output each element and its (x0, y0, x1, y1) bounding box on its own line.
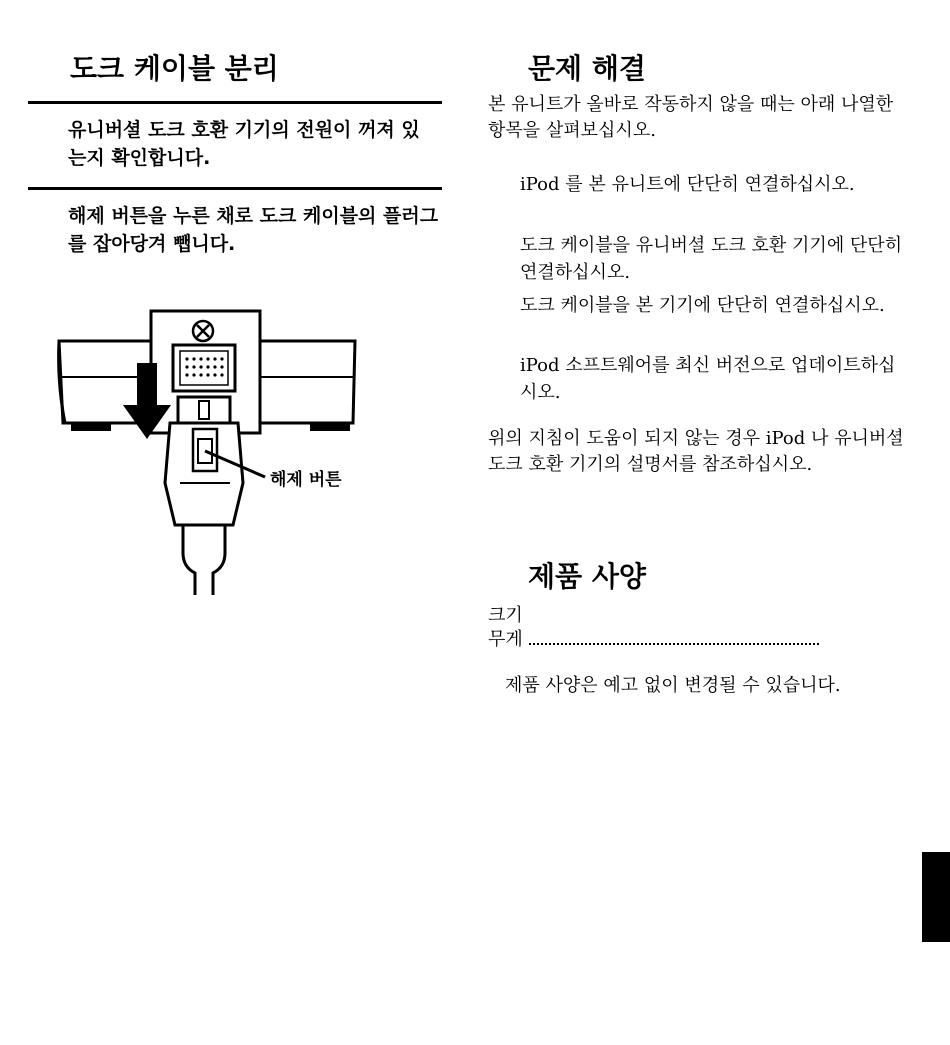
step-1-text: 유니버셜 도크 호환 기기의 전원이 꺼져 있는지 확인합니다. (68, 119, 420, 169)
troubleshooting-intro: 본 유니트가 올바로 작동하지 않을 때는 아래 나열한 항목을 살펴보십시오. (488, 94, 894, 141)
spec-weight-label: 무게 (488, 629, 523, 650)
troubleshooting-item: iPod 를 본 유니트에 단단히 연결하십시오. (520, 174, 855, 195)
troubleshooting-item: 도크 케이블을 본 기기에 단단히 연결하십시오. (520, 295, 885, 316)
section-title-dock-cable-removal: 도크 케이블 분리 (70, 52, 279, 85)
troubleshooting-item: iPod 소프트웨어를 최신 버전으로 업데이트하십시오. (520, 355, 896, 403)
dock-cable-removal-illustration (55, 305, 375, 595)
divider (28, 187, 442, 190)
page-edge-tab (922, 852, 950, 942)
section-title-specs: 제품 사양 (528, 560, 646, 593)
troubleshooting-item: 도크 케이블을 유니버셜 도크 호환 기기에 단단히 연결하십시오. (520, 235, 903, 283)
step-2-text: 해제 버튼을 누른 채로 도크 케이블의 플러그를 잡아당겨 뺍니다. (68, 205, 439, 255)
release-button-callout: 해제 버튼 (270, 470, 342, 490)
spec-weight-row (488, 629, 819, 651)
troubleshooting-outro: 위의 지침이 도움이 되지 않는 경우 iPod 나 유니버셜 도크 호환 기기의 설명서를 참조하십시오. (488, 428, 904, 475)
spec-size-label: 크기 (488, 605, 523, 626)
spec-note: 제품 사양은 예고 없이 변경될 수 있습니다. (505, 675, 841, 696)
section-title-troubleshooting: 문제 해결 (528, 52, 646, 85)
dot-leader (529, 629, 819, 645)
divider (28, 101, 442, 104)
spec-size-row (488, 605, 523, 627)
